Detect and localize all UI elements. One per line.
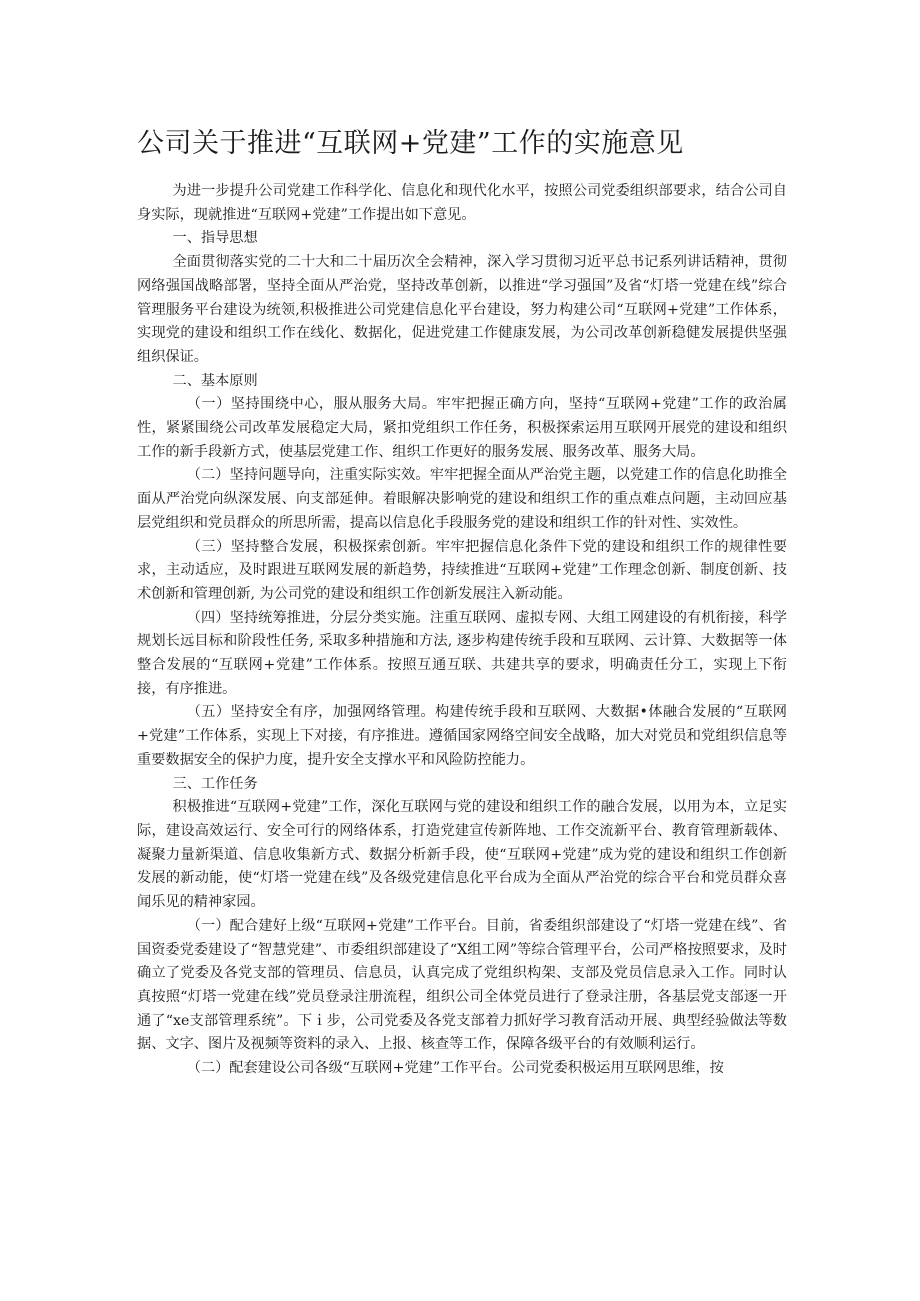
principle-item: （一）坚持围绕中心，服从服务大局。牢牢把握正确方向，坚持“互联网+党建”工作的政治属性，紧紧围绕公司改革发展稳定大局，紧扣党组织工作任务，积极探索运用互联网开展党的建设和组织工作的新手段新方式，使基层党建工作、组织工作更好的服务发展、服务改革、服务大局。 [137, 396, 787, 460]
task-item: （一）配合建好上级“互联网+党建”工作平台。目前，省委组织部建设了“灯塔一党建在线”、省国资委党委建设了“智慧党建”、市委组织部建设了“X组工网”等综合管理平台，公司严格按照要求，及时确立了党委及各党支部的管理员、信息员，认真完成了党组织构架、支部及党员信息录入工作。同时认真按照“灯塔一党建在线”党员登录注册流程，组织公司全体党员进行了登录注册，各基层党支部逐一开通了“xe支部管理系统”。下ｉ步，公司党委及各党支部着力抓好学习教育活动开展、典型经验做法等数据、文字、图片及视频等资料的录入、上报、核查等工作，保障各级平台的有效顺利运行。 [137, 917, 787, 1053]
guiding-ideology-paragraph: 全面贯彻落实党的二十大和二十届历次全会精神，深入学习贯彻习近平总书记系列讲话精神，贯彻网络强国战略部署，坚持全面从严治党，坚持改革创新，以推进“学习强国”及省“灯塔一党建在线”综合管理服务平台建设为统领,积极推进公司党建信息化平台建设，努力构建公司“互联网+党建”工作体系，实现党的建设和组织工作在线化、数据化，促进党建工作健康发展，为公司改革创新稳健发展提供坚强组织保证。 [137, 254, 787, 365]
principle-item: （五）坚持安全有序，加强网络管理。构建传统手段和互联网、大数据•体融合发展的“互联网+党建”工作体系，实现上下对接，有序推进。遵循国家网络空间安全战略，加大对党员和党组织信息等重要数据安全的保护力度，提升安全支撑水平和风险防控能力。 [137, 704, 787, 768]
intro-paragraph: 为进一步提升公司党建工作科学化、信息化和现代化水平，按照公司党委组织部要求，结合公司自身实际，现就推进“互联网+党建”工作提出如下意见。 [137, 183, 787, 223]
principle-item: （四）坚持统筹推进，分层分类实施。注重互联网、虚拟专网、大组工网建设的有机衔接，科学规划长远目标和阶段性任务, 采取多种措施和方法, 逐步构建传统手段和互联网、云计算、大数据等一体整合发展的“互联网+党建”工作体系。按照互通互联、共建共享的要求，明确责任分工，实现上下衔接，有序推进。 [137, 609, 787, 697]
work-tasks-paragraph: 积极推进“互联网+党建”工作，深化互联网与党的建设和组织工作的融合发展，以用为本，立足实际，建设高效运行、安全可行的网络体系，打造党建宣传新阵地、工作交流新平台、教育管理新载体、凝聚力量新渠道、信息收集新方式、数据分析新手段，使“互联网+党建”成为党的建设和组织工作创新发展的新动能，使“灯塔一党建在线”及各级党建信息化平台成为全面从严治党的综合平台和党员群众喜闻乐见的精神家园。 [137, 799, 787, 911]
section-heading-basic-principles: 二、基本原则 [172, 372, 258, 389]
section-heading-work-tasks: 三、工作任务 [172, 775, 258, 792]
document-body [137, 180, 787, 1081]
principle-item: （三）坚持整合发展，积极探索创新。牢牢把握信息化条件下党的建设和组织工作的规律性要求，主动适应，及时跟进互联网发展的新趋势，持续推进“互联网+党建”工作理念创新、制度创新、技术创新和管理创新, 为公司党的建设和组织工作创新发展注入新动能。 [137, 538, 787, 602]
document-title: 公司关于推进“互联网+党建”工作的实施意见 [137, 128, 684, 159]
section-heading-guiding-ideology: 一、指导思想 [172, 230, 258, 247]
principle-item: （二）坚持问题导向，注重实际实效。牢牢把握全面从严治党主题，以党建工作的信息化助推全面从严治党向纵深发展、向支部延伸。着眼解决影响党的建设和组织工作的重点难点问题，主动回应基层党组织和党员群众的所思所需，提高以信息化手段服务党的建设和组织工作的针对性、实效性。 [137, 467, 787, 531]
task-item: （二）配套建设公司各级“互联网+党建”工作平台。公司党委积极运用互联网思维，按 [186, 1060, 724, 1077]
